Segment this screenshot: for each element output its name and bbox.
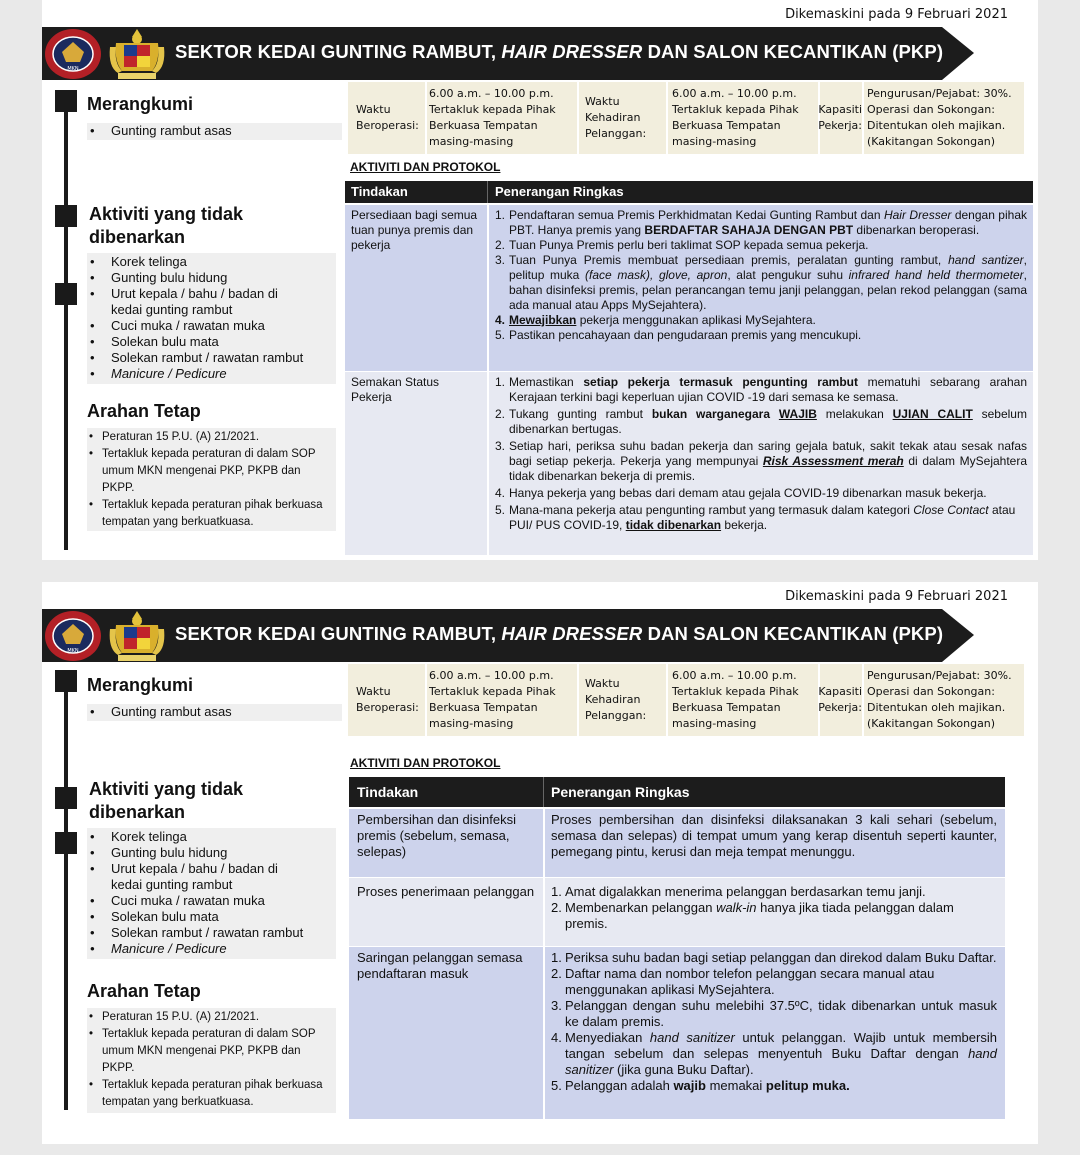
protocol-heading: AKTIVITI DAN PROTOKOL <box>350 160 501 174</box>
waktu-operasi-value: 6.00 a.m. – 10.00 p.m. Tertakluk kepada Pihak Berkuasa Tempatan masing-masing <box>429 669 556 730</box>
tidak-item: • Manicure / Pedicure <box>87 941 336 957</box>
timeline-marker <box>55 283 77 305</box>
waktu-operasi-label: Waktu Beroperasi: <box>356 685 419 714</box>
protocol-item: 1. Pendaftaran semua Premis Perkhidmatan Kedai Gunting Rambut dan Hair Dresser dengan pihak PBT. Hanya premis yang BERDAFTAR SAHAJA DENGAN PBT dibenarkan beroperasi. <box>495 208 1027 237</box>
timeline-marker <box>55 90 77 112</box>
kapasiti-value: Pengurusan/Pejabat: 30%. Operasi dan Sokongan: Ditentukan oleh majikan. (Kakitangan Sokongan) <box>867 669 1012 730</box>
row-tindakan: Saringan pelanggan semasa pendaftaran masuk <box>357 950 523 981</box>
banner-title-part1: SEKTOR KEDAI GUNTING RAMBUT, <box>175 41 502 62</box>
protocol-item: 1. Amat digalakkan menerima pelanggan berdasarkan temu janji. <box>551 884 926 899</box>
row-penerangan: Proses pembersihan dan disinfeksi dilaksanakan 3 kali sehari (sebelum, semasa dan selepas) di tempat umum yang kerap disentuh seperti kaunter, pemegang pintu, kerusi dan meja tempat menunggu. <box>551 812 997 859</box>
protocol-item: 3. Setiap hari, periksa suhu badan pekerja dan saring gejala batuk, sakit tekak atau sesak nafas bagi setiap pekerja. Pekerja yang mempunyai Risk Assessment merah di dalam MySejahtera tidak dibenarkan bekerja di premis. <box>495 439 1028 483</box>
merangkumi-item: • Gunting rambut asas <box>87 123 342 139</box>
protocol-item: 2. Daftar nama dan nombor telefon pelanggan secara manual atau menggunakan aplikasi MySejahtera. <box>551 966 935 997</box>
row-tindakan: Semakan Status Pekerja <box>351 375 440 404</box>
tidak-item: • Urut kepala / bahu / badan di kedai gunting rambut <box>87 286 307 318</box>
protocol-item: 5. Pelanggan adalah wajib memakai pelitup muka. <box>551 1078 850 1093</box>
kapasiti-label: Kapasiti Pekerja: <box>818 685 862 714</box>
protocol-item: 3. Pelanggan dengan suhu melebihi 37.5ºC, tidak dibenarkan untuk masuk ke dalam premis. <box>551 998 997 1029</box>
mkn-seal-logo <box>44 28 102 80</box>
timeline-marker <box>55 205 77 227</box>
table-row <box>345 372 1033 555</box>
kapasiti-label: Kapasiti Pekerja: <box>818 103 862 132</box>
tidak-item: • Cuci muka / rawatan muka <box>87 893 336 909</box>
table-header <box>345 181 1033 203</box>
operation-info-bar <box>348 664 1024 736</box>
svg-text:MKN: MKN <box>67 66 79 72</box>
row-penerangan <box>551 950 997 1094</box>
banner-title <box>175 41 943 63</box>
row-tindakan: Proses penerimaan pelanggan <box>357 884 535 899</box>
merangkumi-item: • Gunting rambut asas <box>87 704 342 720</box>
tidak-dibenarkan-heading: Aktiviti yang tidak dibenarkan <box>89 779 244 822</box>
banner-title-part1: SEKTOR KEDAI GUNTING RAMBUT, <box>175 623 502 644</box>
table-row <box>345 205 1033 371</box>
mkn-seal-logo <box>44 610 102 662</box>
row-penerangan <box>495 208 1027 343</box>
protocol-item: 4. Mewajibkan pekerja menggunakan aplikasi MySejahtera. <box>495 313 816 327</box>
merangkumi-box <box>87 123 342 140</box>
arahan-item: • Tertakluk kepada peraturan di dalam SOP umum MKN mengenai PKP, PKPB dan PKPP. <box>87 1026 336 1077</box>
tidak-item: • Gunting bulu hidung <box>87 845 336 861</box>
protocol-table <box>349 777 1005 1119</box>
protocol-item: 1. Memastikan setiap pekerja termasuk pengunting rambut mematuhi sebarang arahan Kerajaan terkini bagi keperluan ujian COVID -19 dari semasa ke semasa. <box>495 375 1028 404</box>
row-tindakan: Pembersihan dan disinfeksi premis (sebelum, semasa, selepas) <box>357 812 516 859</box>
header-tindakan: Tindakan <box>351 184 408 199</box>
table-row <box>349 809 1005 877</box>
tidak-dibenarkan-heading: Aktiviti yang tidak dibenarkan <box>89 204 244 247</box>
banner-title <box>175 623 943 645</box>
banner-title-italic: HAIR DRESSER <box>501 623 643 644</box>
protocol-table <box>345 181 1033 555</box>
arahan-item: • Tertakluk kepada peraturan pihak berkuasa tempatan yang berkuatkuasa. <box>87 1077 336 1111</box>
timeline-bar <box>64 94 68 550</box>
header-penerangan: Penerangan Ringkas <box>551 784 690 800</box>
malaysia-coat-of-arms <box>106 27 168 81</box>
arahan-item: • Peraturan 15 P.U. (A) 21/2021. <box>87 1009 336 1026</box>
waktu-kehadiran-label: Waktu Kehadiran Pelanggan: <box>585 677 647 722</box>
tidak-item: • Solekan bulu mata <box>87 334 336 350</box>
tidak-dibenarkan-box <box>87 828 336 959</box>
header-penerangan: Penerangan Ringkas <box>495 184 624 199</box>
tidak-item: • Solekan rambut / rawatan rambut <box>87 925 336 941</box>
updated-date: Dikemaskini pada 9 Februari 2021 <box>785 589 1008 604</box>
tidak-item: • Cuci muka / rawatan muka <box>87 318 336 334</box>
arahan-item: • Peraturan 15 P.U. (A) 21/2021. <box>87 429 336 446</box>
sector-banner <box>42 27 974 80</box>
protocol-item: 3. Tuan Punya Premis membuat persediaan premis, peralatan gunting rambut, hand santizer, pelitup muka (face mask), glove, apron, alat pengukur suhu infrared hand held thermometer, bahan disinfeksi premis, pelan perancangan temu janji pelanggan, pelan rekod pelanggan (sama ada manual atau Apps MySejahtera). <box>495 253 1028 312</box>
tidak-item: • Korek telinga <box>87 254 336 270</box>
protocol-item: 4. Menyediakan hand sanitizer untuk pelanggan. Wajib untuk membersih tangan sebelum dan selepas menyentuh Buku Daftar dengan hand sanitizer (jika guna Buku Daftar). <box>551 1030 997 1077</box>
protocol-item: 5. Pastikan pencahayaan dan pengudaraan premis yang mencukupi. <box>495 328 862 342</box>
protocol-item: 2. Tukang gunting rambut bukan warganegara WAJIB melakukan UJIAN CALIT sebelum dibenarkan bertugas. <box>495 407 1027 436</box>
arahan-tetap-box <box>87 428 336 531</box>
sop-page-1 <box>42 0 1038 560</box>
tidak-item: • Korek telinga <box>87 829 336 845</box>
tidak-item: • Manicure / Pedicure <box>87 366 336 382</box>
merangkumi-heading: Merangkumi <box>87 675 194 695</box>
sop-page-2 <box>42 582 1038 1144</box>
arahan-tetap-heading: Arahan Tetap <box>87 981 201 1001</box>
operation-info-bar <box>348 82 1024 154</box>
protocol-item: 2. Tuan Punya Premis perlu beri taklimat SOP kepada semua pekerja. <box>495 238 869 252</box>
timeline-marker <box>55 832 77 854</box>
table-header <box>349 777 1005 807</box>
table-row <box>349 947 1005 1119</box>
protocol-heading: AKTIVITI DAN PROTOKOL <box>350 756 501 770</box>
protocol-item: 4. Hanya pekerja yang bebas dari demam atau gejala COVID-19 dibenarkan masuk bekerja. <box>495 486 987 500</box>
header-tindakan: Tindakan <box>357 784 419 800</box>
waktu-kehadiran-value: 6.00 a.m. – 10.00 p.m. Tertakluk kepada Pihak Berkuasa Tempatan masing-masing <box>672 87 799 148</box>
table-row <box>349 878 1005 946</box>
waktu-kehadiran-value: 6.00 a.m. – 10.00 p.m. Tertakluk kepada Pihak Berkuasa Tempatan masing-masing <box>672 669 799 730</box>
arahan-tetap-box <box>87 1008 336 1113</box>
arahan-item: • Tertakluk kepada peraturan pihak berkuasa tempatan yang berkuatkuasa. <box>87 497 336 531</box>
merangkumi-box <box>87 704 342 721</box>
waktu-operasi-value: 6.00 a.m. – 10.00 p.m. Tertakluk kepada Pihak Berkuasa Tempatan masing-masing <box>429 87 556 148</box>
banner-title-part2: DAN SALON KECANTIKAN (PKP) <box>642 41 944 62</box>
row-penerangan <box>551 884 997 932</box>
protocol-item: 1. Periksa suhu badan bagi setiap pelanggan dan direkod dalam Buku Daftar. <box>551 950 997 965</box>
updated-date: Dikemaskini pada 9 Februari 2021 <box>785 7 1008 22</box>
row-tindakan: Persediaan bagi semua tuan punya premis dan pekerja <box>351 208 478 252</box>
tidak-dibenarkan-box <box>87 253 336 384</box>
tidak-item: • Gunting bulu hidung <box>87 270 336 286</box>
tidak-item: • Solekan rambut / rawatan rambut <box>87 350 336 366</box>
merangkumi-heading: Merangkumi <box>87 94 194 114</box>
protocol-item: 5. Mana-mana pekerja atau pengunting rambut yang termasuk dalam kategori Close Contact atau PUI/ PUS COVID-19, tidak dibenarkan bekerja. <box>495 503 1016 532</box>
sector-banner <box>42 609 974 662</box>
banner-title-italic: HAIR DRESSER <box>501 41 643 62</box>
tidak-item: • Urut kepala / bahu / badan di kedai gunting rambut <box>87 861 307 893</box>
waktu-kehadiran-label: Waktu Kehadiran Pelanggan: <box>585 95 647 140</box>
kapasiti-value: Pengurusan/Pejabat: 30%. Operasi dan Sokongan: Ditentukan oleh majikan. (Kakitangan Sokongan) <box>867 87 1012 148</box>
timeline-marker <box>55 787 77 809</box>
row-penerangan <box>495 375 1027 533</box>
banner-title-part2: DAN SALON KECANTIKAN (PKP) <box>642 623 944 644</box>
tidak-item: • Solekan bulu mata <box>87 909 336 925</box>
malaysia-coat-of-arms <box>106 609 168 663</box>
waktu-operasi-label: Waktu Beroperasi: <box>356 103 419 132</box>
timeline-bar <box>64 676 68 1110</box>
protocol-item: 2. Membenarkan pelanggan walk-in hanya jika tiada pelanggan dalam premis. <box>551 900 954 931</box>
arahan-tetap-heading: Arahan Tetap <box>87 401 201 421</box>
arahan-item: • Tertakluk kepada peraturan di dalam SOP umum MKN mengenai PKP, PKPB dan PKPP. <box>87 446 336 497</box>
svg-text:MKN: MKN <box>67 648 79 654</box>
timeline-marker <box>55 670 77 692</box>
